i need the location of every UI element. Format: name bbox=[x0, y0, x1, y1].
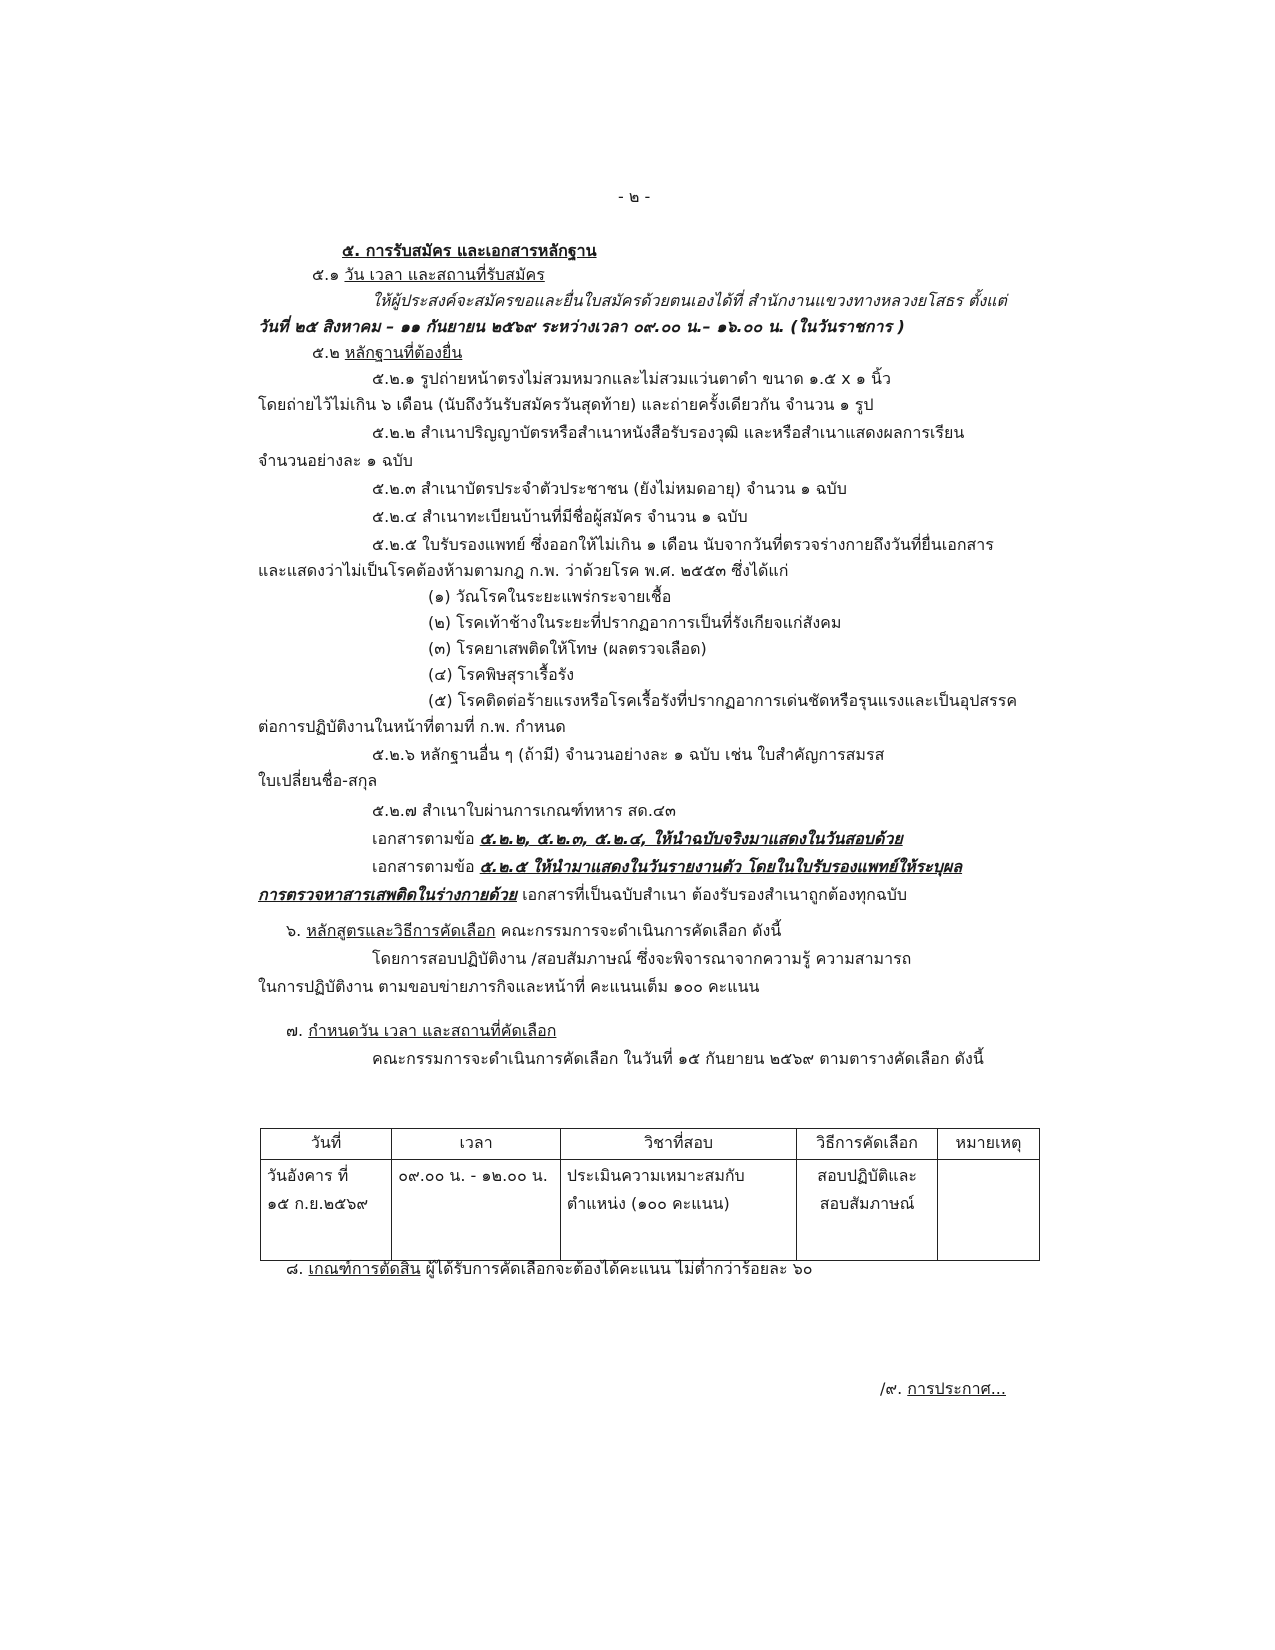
item-5-2-5-line-1: ๕.๒.๕ ใบรับรองแพทย์ ซึ่งออกให้ไม่เกิน ๑ เดือน นับจากวันที่ตรวจร่างกายถึงวันที่ยื่นเอกสาร bbox=[372, 535, 994, 554]
item-5-2-1-line-2: โดยถ่ายไว้ไม่เกิน ๖ เดือน (นับถึงวันรับสมัครวันสุดท้าย) และถ่ายครั้งเดียวกัน จำนวน ๑ รูป bbox=[258, 395, 874, 414]
method-cell bbox=[797, 1160, 938, 1261]
note-originals-prefix: เอกสารตามข้อ bbox=[372, 829, 480, 848]
section-7-heading bbox=[286, 1020, 556, 1042]
continuation-prefix: /๙. bbox=[880, 1379, 908, 1398]
section-7-line-1: คณะกรรมการจะดำเนินการคัดเลือก ในวันที่ ๑๕ กันยายน ๒๕๖๙ ตามตารางคัดเลือก ดังนี้ bbox=[372, 1049, 984, 1068]
column-header: วิธีการคัดเลือก bbox=[797, 1129, 938, 1160]
note-medical-prefix: เอกสารตามข้อ bbox=[372, 857, 480, 876]
section-5-1-line-1: ให้ผู้ประสงค์จะสมัครขอและยื่นใบสมัครด้วยตนเองได้ที่ สำนักงานแขวงทางหลวงยโสธร ตั้งแต่ bbox=[372, 291, 1007, 310]
section-5-1-number: ๕.๑ bbox=[312, 265, 340, 284]
note-medical-emphasis-2: การตรวจหาสารเสพติดในร่างกายด้วย bbox=[258, 885, 517, 904]
time-cell: ๐๙.๐๐ น. - ๑๒.๐๐ น. bbox=[392, 1160, 561, 1261]
subject-cell bbox=[560, 1160, 796, 1261]
section-7-number: ๗. bbox=[286, 1021, 304, 1040]
item-5-2-1-line-1: ๕.๒.๑ รูปถ่ายหน้าตรงไม่สวมหมวกและไม่สวมแว่นตาดำ ขนาด ๑.๕ x ๑ นิ้ว bbox=[372, 369, 891, 388]
item-5-2-6-line-1: ๕.๒.๖ หลักฐานอื่น ๆ (ถ้ามี) จำนวนอย่างละ ๑ ฉบับ เช่น ใบสำคัญการสมรส bbox=[372, 745, 885, 764]
item-5-2-6-line-2: ใบเปลี่ยนชื่อ-สกุล bbox=[258, 771, 378, 790]
column-header: เวลา bbox=[392, 1129, 561, 1160]
column-header: วิชาที่สอบ bbox=[560, 1129, 796, 1160]
disease-item: (๑) วัณโรคในระยะแพร่กระจายเชื้อ bbox=[428, 587, 672, 606]
disease-item-continuation: ต่อการปฏิบัติงานในหน้าที่ตามที่ ก.พ. กำหนด bbox=[258, 717, 566, 736]
section-8-text: ผู้ได้รับการคัดเลือกจะต้องได้คะแนน ไม่ต่ำกว่าร้อยละ ๖๐ bbox=[420, 1259, 813, 1278]
item-5-2-7: ๕.๒.๗ สำเนาใบผ่านการเกณฑ์ทหาร สด.๔๓ bbox=[372, 801, 676, 820]
section-8-number: ๘. bbox=[286, 1259, 304, 1278]
disease-item: (๓) โรคยาเสพติดให้โทษ (ผลตรวจเลือด) bbox=[428, 639, 707, 658]
section-5-2-title: หลักฐานที่ต้องยื่น bbox=[344, 343, 463, 362]
item-5-2-3: ๕.๒.๓ สำเนาบัตรประจำตัวประชาชน (ยังไม่หมดอายุ) จำนวน ๑ ฉบับ bbox=[372, 479, 847, 498]
section-6-line-1: โดยการสอบปฏิบัติงาน /สอบสัมภาษณ์ ซึ่งจะพิจารณาจากความรู้ ความสามารถ bbox=[372, 949, 912, 968]
note-medical-emphasis: ๕.๒.๕ ให้นำมาแสดงในวันรายงานตัว โดยในใบรับรองแพทย์ให้ระบุผล bbox=[479, 857, 963, 876]
subject-cell-line: ประเมินความเหมาะสมกับ bbox=[566, 1166, 745, 1185]
item-5-2-2-line-1: ๕.๒.๒ สำเนาปริญญาบัตรหรือสำเนาหนังสือรับรองวุฒิ และหรือสำเนาแสดงผลการเรียน bbox=[372, 423, 965, 442]
date-cell-line: วันอังคาร ที่ bbox=[267, 1166, 349, 1185]
continuation-marker bbox=[880, 1378, 1006, 1400]
item-5-2-5-line-2: และแสดงว่าไม่เป็นโรคต้องห้ามตามกฎ ก.พ. ว่าด้วยโรค พ.ศ. ๒๕๕๓ ซึ่งได้แก่ bbox=[258, 561, 789, 580]
item-5-2-4: ๕.๒.๔ สำเนาทะเบียนบ้านที่มีชื่อผู้สมัคร จำนวน ๑ ฉบับ bbox=[372, 507, 748, 526]
disease-item: (๔) โรคพิษสุราเรื้อรัง bbox=[428, 665, 575, 684]
section-5-title: ๕. การรับสมัคร และเอกสารหลักฐาน bbox=[342, 241, 597, 260]
table-row bbox=[261, 1160, 1040, 1261]
table-header-row bbox=[261, 1129, 1040, 1160]
section-8-heading bbox=[286, 1258, 813, 1280]
note-originals bbox=[372, 828, 903, 850]
disease-item: (๒) โรคเท้าช้างในระยะที่ปรากฏอาการเป็นที่รังเกียจแก่สังคม bbox=[428, 613, 842, 632]
note-copies-certified: เอกสารที่เป็นฉบับสำเนา ต้องรับรองสำเนาถูกต้องทุกฉบับ bbox=[516, 885, 908, 904]
schedule-table bbox=[260, 1128, 1040, 1261]
method-cell-line: สอบสัมภาษณ์ bbox=[819, 1194, 915, 1213]
note-medical-continued bbox=[258, 884, 907, 906]
section-8-title: เกณฑ์การตัดสิน bbox=[308, 1259, 421, 1278]
remark-cell bbox=[937, 1160, 1039, 1261]
section-6-heading bbox=[286, 920, 781, 942]
section-7-title: กำหนดวัน เวลา และสถานที่คัดเลือก bbox=[308, 1021, 557, 1040]
note-medical bbox=[372, 856, 962, 878]
item-5-2-2-line-2: จำนวนอย่างละ ๑ ฉบับ bbox=[258, 451, 413, 470]
section-5-1-line-2: วันที่ ๒๕ สิงหาคม – ๑๑ กันยายน ๒๕๖๙ ระหว่างเวลา ๐๙.๐๐ น.– ๑๖.๐๐ น. (ในวันราชการ ) bbox=[258, 317, 905, 336]
date-cell bbox=[261, 1160, 392, 1261]
section-5-1-heading bbox=[312, 264, 545, 286]
disease-item: (๕) โรคติดต่อร้ายแรงหรือโรคเรื้อรังที่ปรากฏอาการเด่นชัดหรือรุนแรงและเป็นอุปสรรค bbox=[428, 691, 1018, 710]
section-6-title-rest: คณะกรรมการจะดำเนินการคัดเลือก ดังนี้ bbox=[495, 921, 782, 940]
continuation-text: การประกาศ... bbox=[907, 1379, 1006, 1398]
section-6-title: หลักสูตรและวิธีการคัดเลือก bbox=[306, 921, 496, 940]
subject-cell-line: ตำแหน่ง (๑๐๐ คะแนน) bbox=[566, 1194, 730, 1213]
column-header: หมายเหตุ bbox=[937, 1129, 1039, 1160]
note-originals-emphasis: ๕.๒.๒, ๕.๒.๓, ๕.๒.๔, ให้นำฉบับจริงมาแสดงในวันสอบด้วย bbox=[479, 829, 903, 848]
method-cell-line: สอบปฏิบัติและ bbox=[817, 1166, 917, 1185]
column-header: วันที่ bbox=[261, 1129, 392, 1160]
date-cell-line: ๑๕ ก.ย.๒๕๖๙ bbox=[267, 1194, 369, 1213]
section-5-1-title: วัน เวลา และสถานที่รับสมัคร bbox=[344, 265, 545, 284]
page-number: - ๒ - bbox=[618, 187, 651, 206]
section-6-line-2: ในการปฏิบัติงาน ตามขอบข่ายภารกิจและหน้าที่ คะแนนเต็ม ๑๐๐ คะแนน bbox=[258, 977, 760, 996]
section-5-2-number: ๕.๒ bbox=[312, 343, 340, 362]
section-6-number: ๖. bbox=[286, 921, 302, 940]
section-5-2-heading bbox=[312, 342, 462, 364]
